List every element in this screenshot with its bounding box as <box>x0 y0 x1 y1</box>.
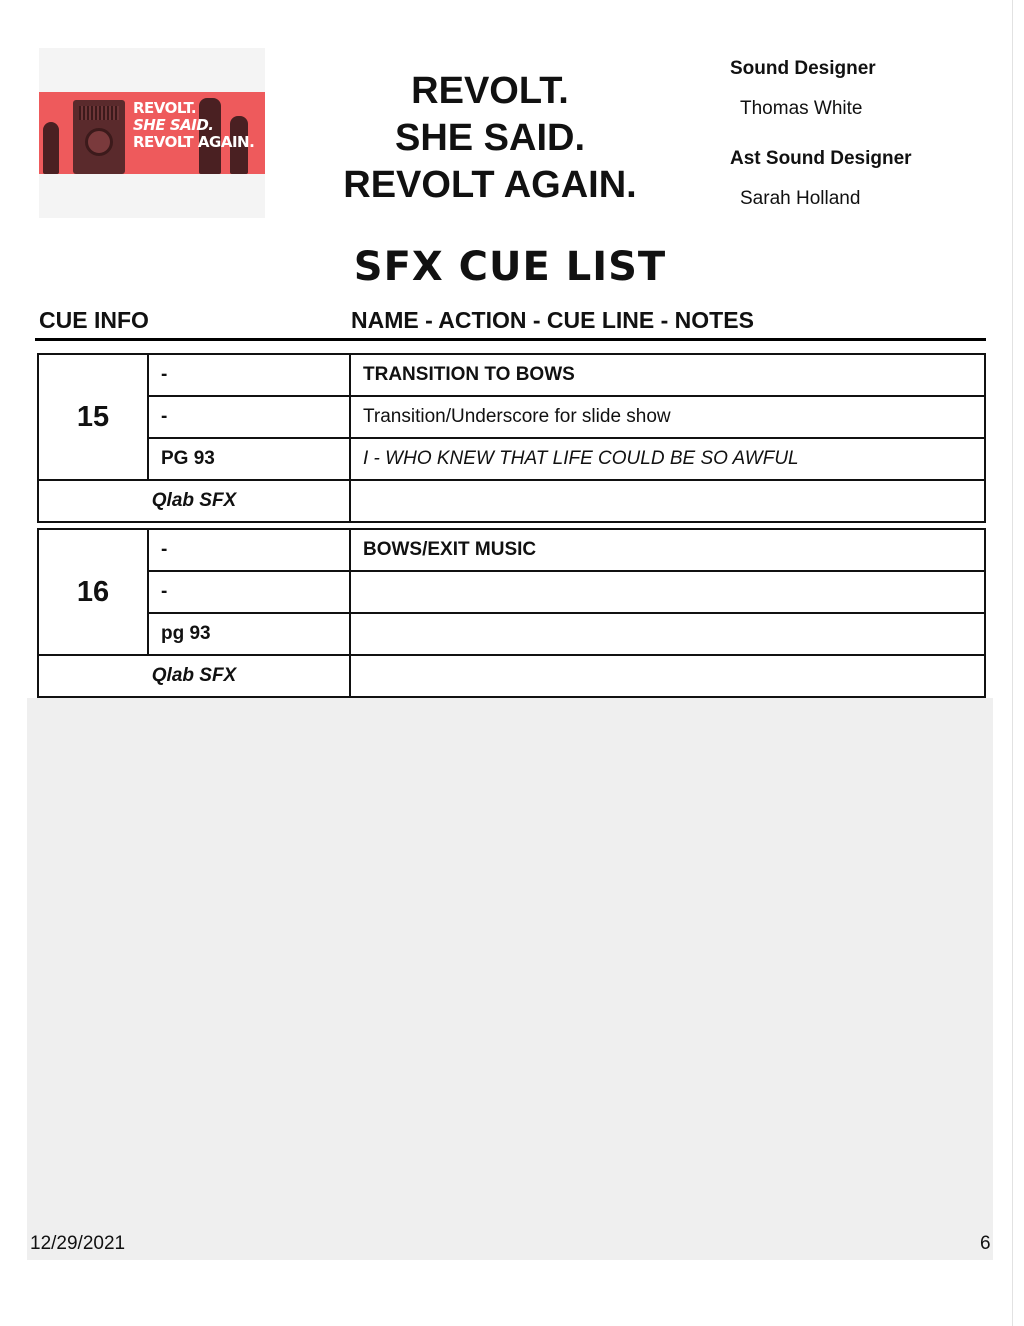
fist-icon <box>43 122 59 174</box>
logo-text: REVOLT. SHE SAID. REVOLT AGAIN. <box>133 99 255 151</box>
ast-sound-designer-label: Ast Sound Designer <box>730 148 912 169</box>
cue-table-16 <box>37 528 986 698</box>
header-divider <box>35 338 986 341</box>
table-row <box>38 571 985 613</box>
cue-name-cell: TRANSITION TO BOWS <box>350 354 985 396</box>
ast-sound-designer-name: Sarah Holland <box>740 188 861 209</box>
table-row <box>38 480 985 522</box>
table-row <box>38 438 985 480</box>
cue-source-cell: Qlab SFX <box>38 480 350 522</box>
column-header-cue-info: CUE INFO <box>39 307 149 333</box>
table-row <box>38 396 985 438</box>
table-row <box>38 655 985 697</box>
cue-line-cell <box>350 613 985 655</box>
sound-designer-label: Sound Designer <box>730 58 876 79</box>
empty-page-area <box>27 698 993 1260</box>
cue-line-cell: I - WHO KNEW THAT LIFE COULD BE SO AWFUL <box>350 438 985 480</box>
cue-name-cell: BOWS/EXIT MUSIC <box>350 529 985 571</box>
logo-banner <box>39 92 265 174</box>
cue-notes-cell <box>350 480 985 522</box>
show-logo <box>39 48 265 218</box>
page-number: 6 <box>980 1233 991 1254</box>
cue-action-cell: Transition/Underscore for slide show <box>350 396 985 438</box>
table-row <box>38 613 985 655</box>
cue-info-cell: - <box>148 571 350 613</box>
table-row <box>38 529 985 571</box>
footer-date: 12/29/2021 <box>30 1233 126 1254</box>
cue-action-cell <box>350 571 985 613</box>
page-edge <box>1012 0 1013 1326</box>
page-title: SFX CUE LIST <box>353 244 667 290</box>
cue-page-cell: PG 93 <box>148 438 350 480</box>
cue-table-15 <box>37 353 986 523</box>
cue-number: 16 <box>38 529 148 655</box>
column-header-details: NAME - ACTION - CUE LINE - NOTES <box>351 307 754 333</box>
cue-notes-cell <box>350 655 985 697</box>
table-row <box>38 354 985 396</box>
cue-info-cell: - <box>148 354 350 396</box>
cue-info-cell: - <box>148 396 350 438</box>
cue-source-cell: Qlab SFX <box>38 655 350 697</box>
amplifier-icon <box>73 100 125 174</box>
cue-info-cell: - <box>148 529 350 571</box>
cue-page-cell: pg 93 <box>148 613 350 655</box>
sound-designer-name: Thomas White <box>740 98 863 119</box>
show-title: REVOLT. SHE SAID. REVOLT AGAIN. <box>343 70 637 206</box>
cue-number: 15 <box>38 354 148 480</box>
